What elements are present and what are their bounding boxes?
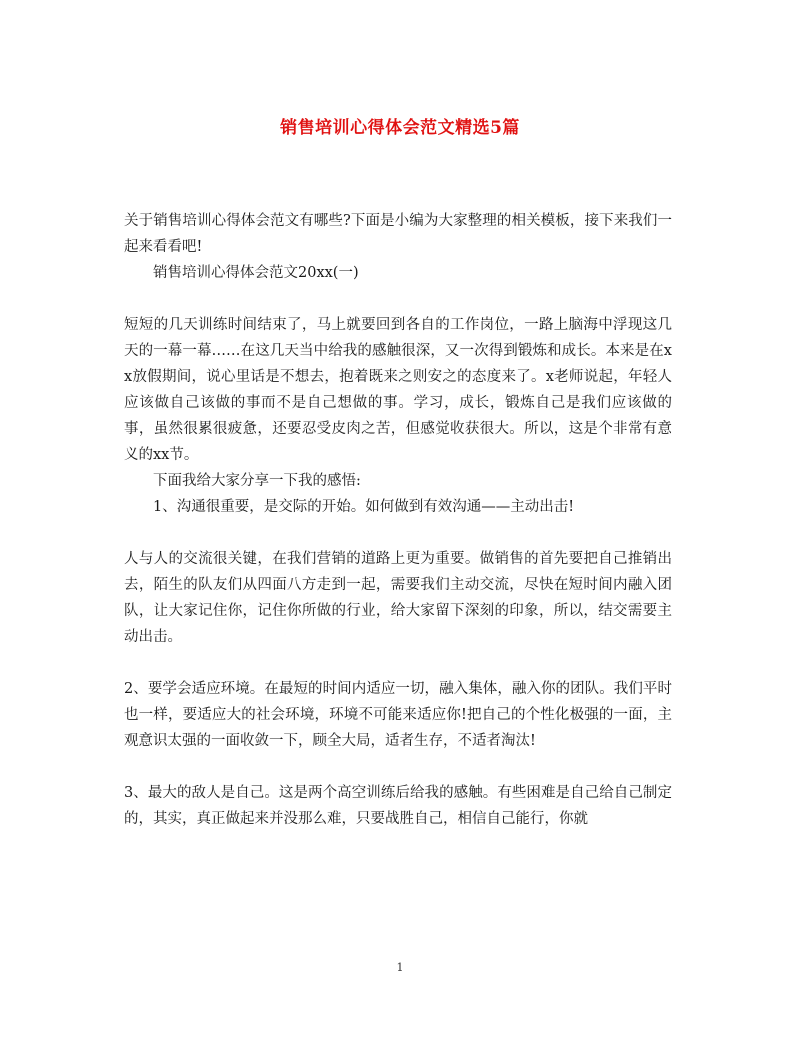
body-paragraph: 短短的几天训练时间结束了，马上就要回到各自的工作岗位，一路上脑海中浮现这几天的一幕一幕……在这几天当中给我的感触很深，又一次得到锻炼和成长。本来是在xx放假期间，说心里话是不想去，抱着既来之则安之的态度来了。x老师说起，年轻人应该做自己该做的事而不是自己想做的事。学习，成长，锻炼自己是我们应该做的事，虽然很累很疲惫，还要忍受皮肉之苦，但感觉收获很大。所以，这是个非常有意义的xx节。	[124, 317, 672, 463]
body-paragraph: 3、最大的敌人是自己。这是两个高空训练后给我的感触。有些困难是自己给自己制定的，其实，真正做起来并没那么难，只要战胜自己，相信自己能行，你就	[124, 785, 672, 827]
body-paragraph: 人与人的交流很关键，在我们营销的道路上更为重要。做销售的首先要把自己推销出去，陌生的队友们从四面八方走到一起，需要我们主动交流，尽快在短时间内融入团队，让大家记住你，记住你所做的行业，给大家留下深刻的印象，所以，结交需要主动出击。	[124, 551, 672, 645]
body-paragraph: 2、要学会适应环境。在最短的时间内适应一切，融入集体，融入你的团队。我们平时也一样，要适应大的社会环境，环境不可能来适应你!把自己的个性化极强的一面，主观意识太强的一面收敛一下，顾全大局，适者生存，不适者淘汰!	[124, 681, 672, 749]
intro-paragraph: 关于销售培训心得体会范文有哪些?下面是小编为大家整理的相关模板，接下来我们一起来看看吧!	[124, 213, 672, 255]
document-title: 销售培训心得体会范文精选5篇	[280, 118, 520, 138]
body-paragraph: 下面我给大家分享一下我的感悟:	[153, 473, 361, 489]
section-heading: 销售培训心得体会范文20xx(一)	[153, 265, 359, 281]
point-heading: 1、沟通很重要，是交际的开始。如何做到有效沟通——主动出击!	[153, 499, 575, 515]
document-body	[124, 208, 672, 832]
page-number: 1	[396, 961, 404, 974]
